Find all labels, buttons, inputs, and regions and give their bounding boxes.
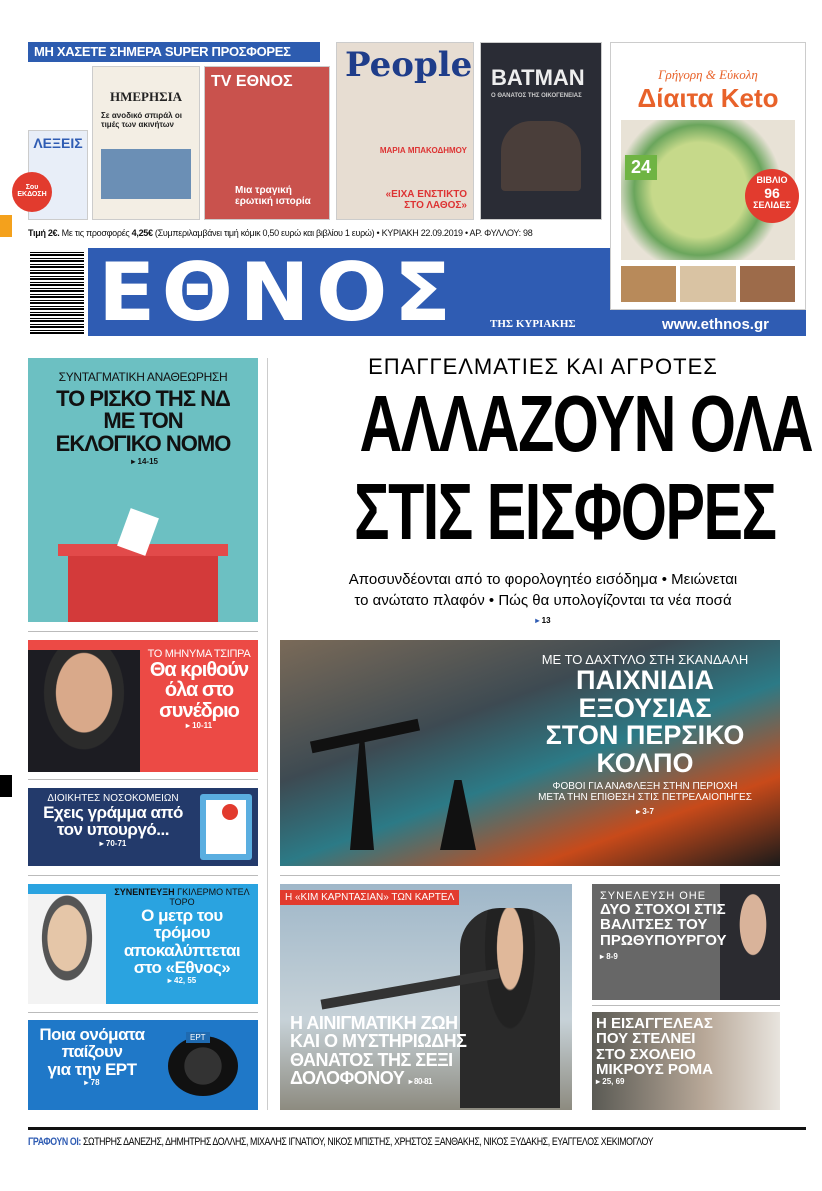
- masthead-logo: ΕΘΝΟΣ: [98, 246, 458, 339]
- story-del-toro[interactable]: [28, 884, 258, 1004]
- story-kicker: ΣΥΝΕΝΤΕΥΞΗ ΓΚΙΛΕΡΜΟ ΝΤΕΛ ΤΟΡΟ: [114, 887, 250, 907]
- story-un-assembly[interactable]: [592, 884, 780, 1000]
- divider: [28, 1012, 258, 1013]
- story-title: Θα κριθούν όλα στο συνέδριο: [149, 659, 249, 722]
- story-persian-gulf[interactable]: [280, 640, 780, 866]
- cover-imerisia[interactable]: [92, 66, 200, 220]
- photo-woman-rifle: [460, 908, 560, 1108]
- story-tag: Η «ΚΙΜ ΚΑΡΝΤΑΣΙΑΝ» ΤΩΝ ΚΑΡΤΕΛ: [280, 890, 459, 905]
- black-marker: [0, 775, 12, 797]
- story-kicker: ΣΥΝΕΛΕΥΣΗ ΟΗΕ: [600, 890, 707, 902]
- ballot-box-icon: [68, 552, 218, 622]
- keto-number: 24: [625, 155, 657, 180]
- cover-text: Σε ανοδικό σπιράλ οι τιμές των ακινήτων: [101, 111, 182, 129]
- keto-kicker: Γρήγορη & Εύκολη: [658, 67, 758, 82]
- story-kicker: ΤΟ ΜΗΝΥΜΑ ΤΣΙΠΡΑ: [147, 648, 251, 660]
- divider: [280, 875, 780, 876]
- cover-title: ΛΕΞΕΙΣ: [33, 135, 83, 151]
- website-link[interactable]: www.ethnos.gr: [662, 316, 769, 333]
- offers-banner: ΜΗ ΧΑΣΕΤΕ ΣΗΜΕΡΑ SUPER ΠΡΟΣΦΟΡΕΣ: [28, 42, 320, 62]
- writers-line: ΓΡΑΦΟΥΝ ΟΙ: ΣΩΤΗΡΗΣ ΔΑΝΕΖΗΣ, ΔΗΜΗΤΡΗΣ ΔΟΛΛΗΣ, ΜΙΧΑΛΗΣ ΙΓΝΑΤΙΟΥ, ΝΙΚΟΣ ΜΠΙΣΤΗΣ, ΧΡΗΣΤΟΣ ΞΑΝΘΑΚΗΣ, ΝΙΚΟΣ ΞΥΔΑΚΗΣ, ΕΥΑΓΓΕΛΟΣ ΧΕΚΙΜΟΓΛΟΥ: [28, 1136, 654, 1148]
- photo-tsipras: [28, 650, 140, 772]
- story-title: Ποια ονόματα παίζουν για την ΕΡΤ: [39, 1025, 145, 1079]
- main-page-ref: ▸ 13: [535, 616, 551, 625]
- orange-marker: [0, 215, 12, 237]
- story-title: Η ΑΙΝΙΓΜΑΤΙΚΗ ΖΩΗ ΚΑΙ Ο ΜΥΣΤΗΡΙΩΔΗΣ ΘΑΝΑΤΟΣ ΤΗΣ ΣΕΞΙ ΔΟΛΟΦΟΝΟΥ ▸ 80-81: [290, 1013, 467, 1089]
- main-sub-1: Αποσυνδέονται από το φορολογητέο εισόδημα • Μειώνεται: [348, 571, 738, 588]
- story-kicker: ΣΥΝΤΑΓΜΑΤΙΚΗ ΑΝΑΘΕΩΡΗΣΗ: [58, 370, 228, 384]
- page-ref: ▸ 3-7: [636, 807, 654, 817]
- keto-title: Δίαιτα Keto: [637, 83, 779, 113]
- story-tsipras[interactable]: [28, 640, 258, 772]
- keto-badge: ΒΙΒΛΙΟ 96 ΣΕΛΙΔΕΣ: [745, 169, 799, 223]
- price-line: Τιμή 2€. Με τις προσφορές 4,25€ (Συμπεριλαμβάνει τιμή κόμικ 0,50 ευρώ και βιβλίου 1 ευρώ) • ΚΥΡΙΑΚΗ 22.09.2019 • ΑΡ. ΦΥΛΛΟΥ: 98: [28, 228, 533, 238]
- story-hospital-directors[interactable]: [28, 788, 258, 866]
- page-ref: ▸ 25, 69: [596, 1077, 625, 1087]
- page-ref: ▸ 42, 55: [167, 976, 197, 986]
- cover-batman[interactable]: [480, 42, 602, 220]
- page-ref: ▸ 70-71: [99, 838, 127, 848]
- cover-name: ΜΑΡΙΑ ΜΠΑΚΟΔΗΜΟΥ: [379, 146, 467, 155]
- masthead-subtitle: ΤΗΣ ΚΥΡΙΑΚΗΣ: [490, 318, 576, 330]
- main-story[interactable]: [280, 354, 813, 625]
- story-title: Εχεις γράμμα από τον υπουργό...: [43, 803, 183, 840]
- footer-rule: [28, 1127, 806, 1130]
- story-kicker: ΜΕ ΤΟ ΔΑΧΤΥΛΟ ΣΤΗ ΣΚΑΝΔΑΛΗ: [541, 652, 749, 667]
- cover-text: Μια τραγική ερωτική ιστορία: [235, 185, 311, 207]
- story-subtitle: ΦΟΒΟΙ ΓΙΑ ΑΝΑΦΛΕΞΗ ΣΤΗΝ ΠΕΡΙΟΧΗ ΜΕΤΑ ΤΗΝ ΕΠΙΘΕΣΗ ΣΤΙΣ ΠΕΤΡΕΛΑΙΟΠΗΓΕΣ: [538, 781, 752, 804]
- microphone-icon: ΕΡΤ: [168, 1036, 238, 1096]
- barcode: [28, 248, 86, 336]
- story-title: Η ΕΙΣΑΓΓΕΛΕΑΣ ΠΟΥ ΣΤΕΛΝΕΙ ΣΤΟ ΣΧΟΛΕΙΟ ΜΙΚΡΟΥΣ ΡΟΜΑ: [596, 1015, 713, 1078]
- story-title: ΔΥΟ ΣΤΟΧΟΙ ΣΤΙΣ ΒΑΛΙΤΣΕΣ ΤΟΥ ΠΡΩΘΥΠΟΥΡΓΟΥ: [600, 901, 727, 949]
- cover-title: TV ΕΘΝΟΣ: [211, 73, 293, 90]
- cover-people[interactable]: [336, 42, 474, 220]
- main-headline-1: ΑΛΛΑΖΟΥΝ ΟΛΑ: [359, 379, 813, 468]
- column-divider: [267, 358, 268, 1110]
- story-ert[interactable]: [28, 1020, 258, 1110]
- cover-title: BATMAN: [491, 65, 585, 90]
- page-ref: ▸ 8-9: [600, 951, 618, 961]
- cover-tv-ethnos[interactable]: [204, 66, 330, 220]
- cover-title: ΗΜΕΡΗΣΙΑ: [109, 89, 183, 104]
- page-ref: ▸ 10-11: [185, 721, 213, 731]
- story-kicker: ΔΙΟΙΚΗΤΕΣ ΝΟΣΟΚΟΜΕΙΩΝ: [47, 793, 179, 804]
- story-title: ΠΑΙΧΝΙΔΙΑ ΕΞΟΥΣΙΑΣ ΣΤΟΝ ΠΕΡΣΙΚΟ ΚΟΛΠΟ: [545, 665, 745, 778]
- story-constitutional-revision[interactable]: [28, 358, 258, 622]
- divider: [28, 779, 258, 780]
- main-headline-2: ΣΤΙΣ ΕΙΣΦΟΡΕΣ: [354, 467, 776, 556]
- cover-badge: Σου ΕΚΔΟΣΗ: [12, 172, 52, 212]
- main-kicker: ΕΠΑΓΓΕΛΜΑΤΙΕΣ ΚΑΙ ΑΓΡΟΤΕΣ: [368, 354, 718, 379]
- cover-text: «ΕΙΧΑ ΕΝΣΤΙΚΤΟ ΣΤΟ ΛΑΘΟΣ»: [385, 189, 467, 211]
- divider: [28, 631, 258, 632]
- story-cartel[interactable]: [280, 884, 572, 1110]
- story-title: Ο μετρ του τρόμου αποκαλύπτεται στο «Εθνος»: [123, 906, 241, 977]
- clipboard-icon: [200, 794, 252, 860]
- cover-keto-book[interactable]: [610, 42, 806, 310]
- photo-pm: [720, 884, 780, 1000]
- cover-title: People: [345, 45, 473, 85]
- story-roma-prosecutor[interactable]: [592, 1012, 780, 1110]
- divider: [592, 1005, 780, 1006]
- divider: [28, 875, 258, 876]
- main-sub-2: το ανώτατο πλαφόν • Πώς θα υπολογίζονται τα νέα ποσά: [354, 592, 732, 609]
- page-ref: ▸ 78: [84, 1077, 100, 1087]
- page-ref: ▸ 14-15: [131, 457, 158, 467]
- story-title: ΤΟ ΡΙΣΚΟ ΤΗΣ ΝΔ ΜΕ ΤΟΝ ΕΚΛΟΓΙΚΟ ΝΟΜΟ: [55, 386, 231, 456]
- cover-text: Ο ΘΑΝΑΤΟΣ ΤΗΣ ΟΙΚΟΓΕΝΕΙΑΣ: [491, 93, 582, 99]
- photo-del-toro: [28, 894, 106, 1004]
